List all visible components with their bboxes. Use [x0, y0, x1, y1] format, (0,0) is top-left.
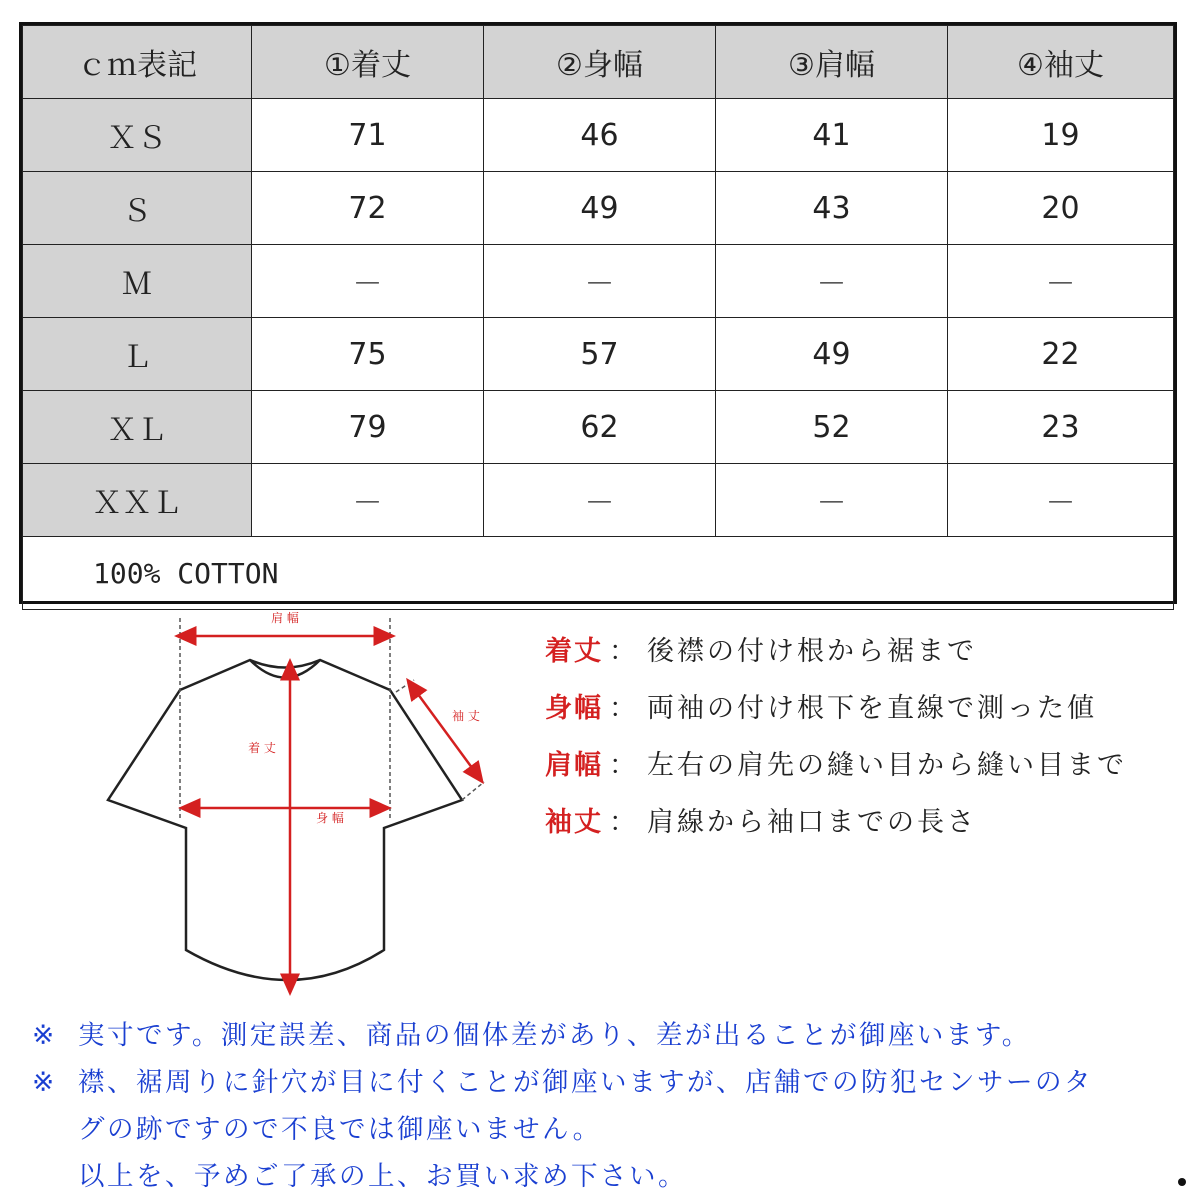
table-header-row	[23, 26, 1174, 99]
table-row	[23, 245, 1174, 318]
table-cell: －	[948, 464, 1174, 537]
table-cell: －	[716, 464, 948, 537]
size-table-grid	[22, 25, 1174, 610]
table-cell: 49	[484, 172, 716, 245]
table-cell: －	[484, 464, 716, 537]
table-cell: 41	[716, 99, 948, 172]
size-label: ＸＸＬ	[23, 464, 252, 537]
note-line	[32, 1106, 1192, 1153]
legend-description: 両袖の付け根下を直線で測った値	[647, 693, 1097, 724]
legend-separator: ：	[609, 693, 639, 724]
legend-description: 左右の肩先の縫い目から縫い目まで	[647, 750, 1127, 781]
table-cell: 23	[948, 391, 1174, 464]
corner-dot	[1178, 1178, 1186, 1186]
tshirt-diagram-svg	[100, 600, 520, 1000]
table-cell: 43	[716, 172, 948, 245]
measurement-legend	[545, 620, 1185, 848]
table-row	[23, 172, 1174, 245]
legend-separator: ：	[609, 807, 639, 838]
table-cell: 49	[716, 318, 948, 391]
header-sleeve: ④袖丈	[948, 26, 1174, 99]
table-cell: 71	[252, 99, 484, 172]
note-text: 実寸です。測定誤差、商品の個体差があり、差が出ることが御座います。	[78, 1020, 1031, 1051]
header-length: ①着丈	[252, 26, 484, 99]
legend-description: 後襟の付け根から裾まで	[647, 636, 977, 667]
note-line	[32, 1059, 1192, 1106]
note-mark: ※	[32, 1067, 57, 1098]
legend-term: 身幅	[545, 693, 603, 724]
size-table	[19, 22, 1177, 604]
note-line	[32, 1012, 1192, 1059]
legend-term: 肩幅	[545, 750, 603, 781]
tshirt-outline	[108, 660, 462, 980]
shoulder-label: 肩 幅	[271, 611, 299, 625]
table-row	[23, 391, 1174, 464]
legend-term: 着丈	[545, 636, 603, 667]
table-cell: 22	[948, 318, 1174, 391]
legend-term: 袖丈	[545, 807, 603, 838]
length-label: 着 丈	[248, 741, 276, 755]
table-cell: 72	[252, 172, 484, 245]
size-label: ＸＳ	[23, 99, 252, 172]
table-cell: 57	[484, 318, 716, 391]
guide-sleeve-bottom	[462, 782, 484, 800]
table-cell: 79	[252, 391, 484, 464]
table-cell: －	[716, 245, 948, 318]
material-row	[23, 537, 1174, 610]
table-cell: 46	[484, 99, 716, 172]
table-row	[23, 99, 1174, 172]
legend-item	[545, 734, 1185, 791]
table-cell: －	[252, 464, 484, 537]
notes-block	[32, 1012, 1192, 1200]
table-cell: 62	[484, 391, 716, 464]
table-cell: －	[484, 245, 716, 318]
legend-separator: ：	[609, 750, 639, 781]
width-label: 身 幅	[316, 811, 344, 825]
table-cell: －	[252, 245, 484, 318]
header-width: ②身幅	[484, 26, 716, 99]
guide-sleeve-top	[396, 680, 414, 692]
sleeve-label: 袖 丈	[452, 709, 480, 723]
legend-item	[545, 791, 1185, 848]
header-unit: ｃｍ表記	[23, 26, 252, 99]
legend-item	[545, 620, 1185, 677]
legend-description: 肩線から袖口までの長さ	[647, 807, 977, 838]
table-cell: 52	[716, 391, 948, 464]
table-row	[23, 318, 1174, 391]
size-label: Ｍ	[23, 245, 252, 318]
legend-separator: ：	[609, 636, 639, 667]
table-cell: －	[948, 245, 1174, 318]
table-row	[23, 464, 1174, 537]
note-text: 襟、裾周りに針穴が目に付くことが御座いますが、店舗での防犯センサーのタ	[78, 1067, 1093, 1098]
note-mark: ※	[32, 1020, 57, 1051]
size-label: Ｌ	[23, 318, 252, 391]
legend-item	[545, 677, 1185, 734]
tshirt-diagram	[100, 600, 520, 1000]
size-label: Ｓ	[23, 172, 252, 245]
size-label: ＸＬ	[23, 391, 252, 464]
material-text: 100% COTTON	[23, 537, 1174, 610]
note-line	[32, 1153, 1192, 1200]
note-text: グの跡ですので不良では御座いません。	[78, 1114, 602, 1145]
header-shoulder: ③肩幅	[716, 26, 948, 99]
table-cell: 19	[948, 99, 1174, 172]
table-cell: 20	[948, 172, 1174, 245]
note-text: 以上を、予めご了承の上、お買い求め下さい。	[78, 1161, 687, 1192]
table-cell: 75	[252, 318, 484, 391]
